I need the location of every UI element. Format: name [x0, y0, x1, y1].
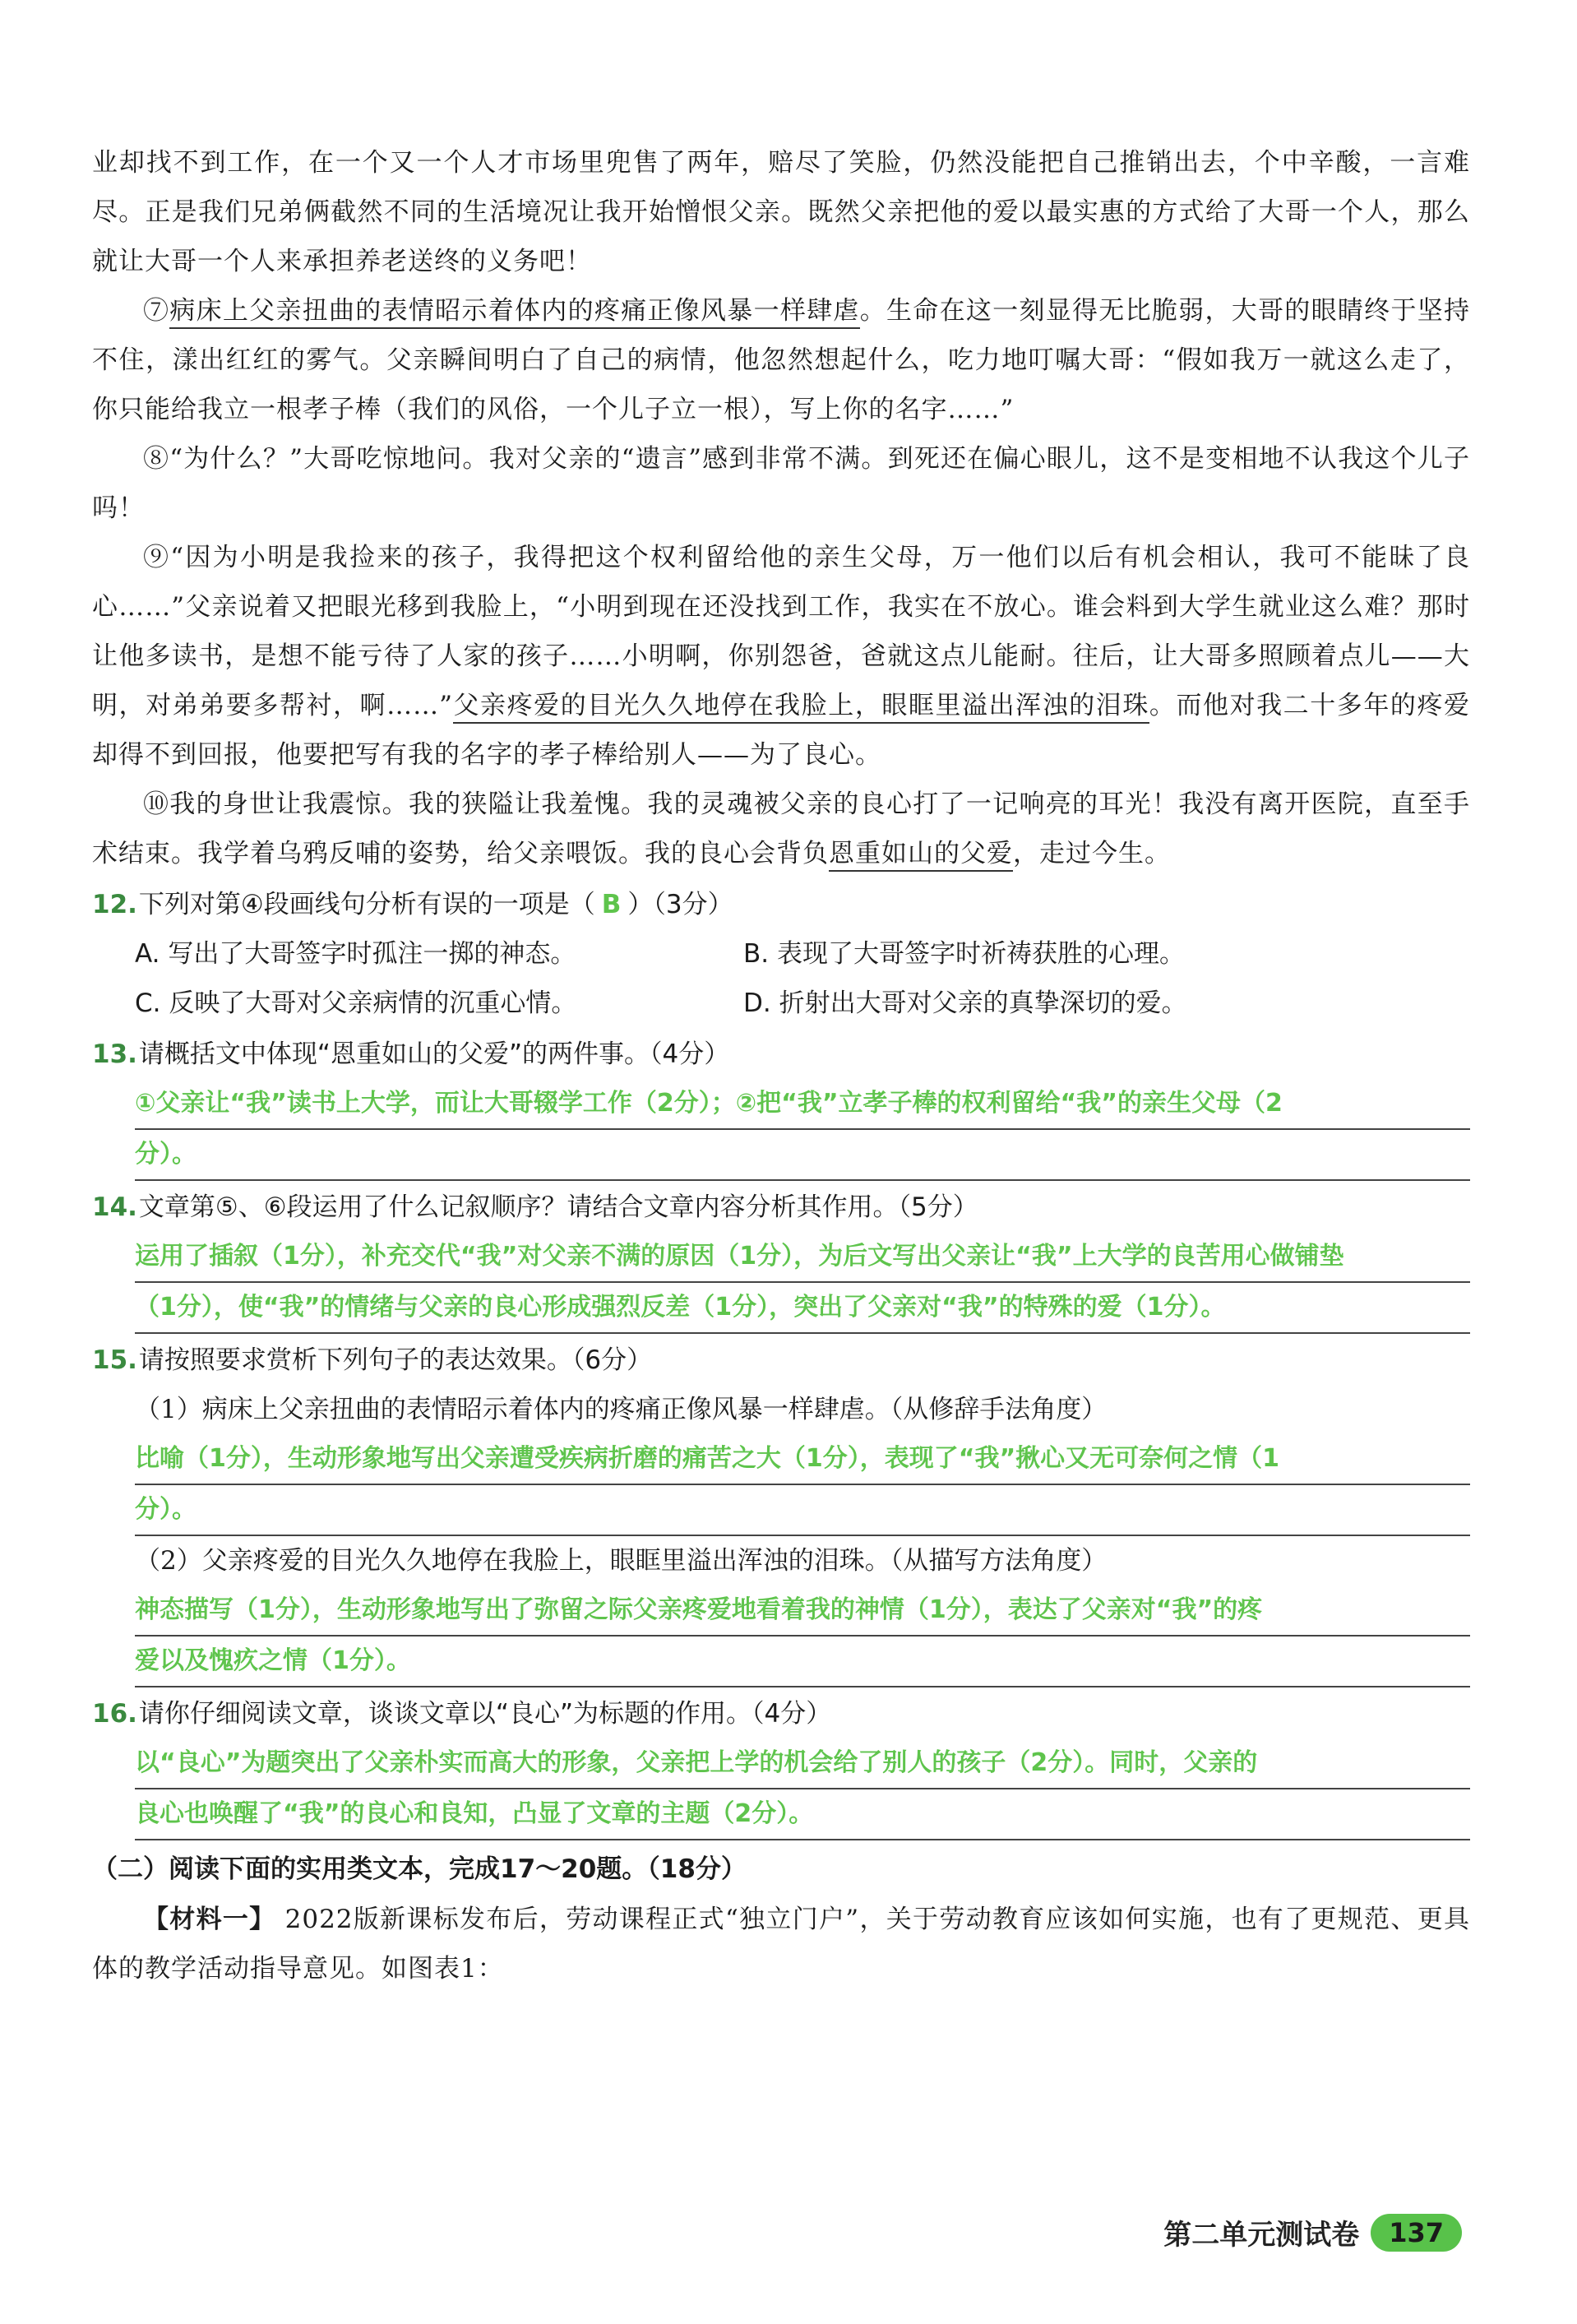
underlined-sentence-7: 病床上父亲扭曲的表情昭示着体内的疼痛正像风暴一样肆虐 — [169, 296, 859, 329]
option-c: C. 反映了大哥对父亲病情的沉重心情。 — [135, 988, 577, 1018]
question-15-sub-2: （2）父亲疼爱的目光久久地停在我脸上，眼眶里溢出浑浊的泪珠。（从描写方法角度） — [135, 1546, 1108, 1576]
passage-paragraph-10: ⑩我的身世让我震惊。我的狭隘让我羞愧。我的灵魂被父亲的良心打了一记响亮的耳光！我没有离开医院，直至手术结束。我学着乌鸦反哺的姿势，给父亲喂饭。我的良心会背负恩重如山的父爱，走过今生。 — [92, 780, 1470, 878]
question-number: 16. — [92, 1699, 137, 1729]
question-12: 12.下列对第④段画线句分析有误的一项是（ B ）（3分） — [92, 890, 733, 919]
underlined-sentence-9: 父亲疼爱的目光久久地停在我脸上，眼眶里溢出浑浊的泪珠 — [453, 691, 1149, 724]
passage-paragraph-8: ⑧“为什么？”大哥吃惊地问。我对父亲的“遗言”感到非常不满。到死还在偏心眼儿，这不是变相地不认我这个儿子吗！ — [92, 444, 1470, 523]
section-heading: （二）阅读下面的实用类文本，完成17～20题。（18分） — [92, 1854, 747, 1884]
question-number: 14. — [92, 1192, 137, 1222]
answer-choice: B — [601, 890, 622, 919]
passage-paragraph-7: ⑦病床上父亲扭曲的表情昭示着体内的疼痛正像风暴一样肆虐。生命在这一刻显得无比脆弱，大哥的眼睛终于坚持不住，漾出红红的雾气。父亲瞬间明白了自己的病情，他忽然想起什么，吃力地叮嘱大哥：“假如我万一就这么走了，你只能给我立一根孝子棒（我们的风俗，一个儿子立一根），写上你的名字……” — [92, 296, 1471, 424]
question-number: 15. — [92, 1345, 137, 1375]
question-13: 13.请概括文中体现“恩重如山的父爱”的两件事。（4分） — [92, 1039, 730, 1069]
material-label: 【材料一】 — [143, 1905, 276, 1934]
question-number: 13. — [92, 1039, 137, 1069]
footer-title: 第二单元测试卷 — [1163, 2219, 1360, 2252]
answer-13: ①父亲让“我”读书上大学，而让大哥辍学工作（2分）；②把“我”立孝子棒的权利留给“我”的亲生父母（2 分）。 — [92, 1079, 1470, 1181]
question-14: 14.文章第⑤、⑥段运用了什么记叙顺序？请结合文章内容分析其作用。（5分） — [92, 1192, 978, 1222]
passage-paragraph-9: ⑨“因为小明是我捡来的孩子，我得把这个权利留给他的亲生父母，万一他们以后有机会相认，我可不能昧了良心……”父亲说着又把眼光移到我脸上，“小明到现在还没找到工作，我实在不放心。谁会料到大学生就业这么难？那时让他多读书，是想不能亏待了人家的孩子……小明啊，你别怨爸，爸就这点儿能耐。往后，让大哥多照顾着点儿——大明，对弟弟要多帮衬，啊……”父亲疼爱的目光久久地停在我脸上，眼眶里溢出浑浊的泪珠。而他对我二十多年的疼爱却得不到回报，他要把写有我的名字的孝子棒给别人——为了良心。 — [92, 543, 1470, 770]
passage-paragraph-continued: 业却找不到工作，在一个又一个人才市场里兜售了两年，赔尽了笑脸，仍然没能把自己推销出去，个中辛酸，一言难尽。正是我们兄弟俩截然不同的生活境况让我开始憎恨父亲。既然父亲把他的爱以最实惠的方式给了大哥一个人，那么就让大哥一个人来承担养老送终的义务吧！ — [92, 148, 1470, 276]
question-16: 16.请你仔细阅读文章，谈谈文章以“良心”为标题的作用。（4分） — [92, 1699, 832, 1729]
option-b: B. 表现了大哥签字时祈祷获胜的心理。 — [743, 939, 1185, 969]
answer-14: 运用了插叙（1分），补充交代“我”对父亲不满的原因（1分），为后文写出父亲让“我”上大学的良苦用心做铺垫 （1分），使“我”的情绪与父亲的良心形成强烈反差（1分），突出了父亲对“我”的特殊的爱（1分）。 — [92, 1232, 1470, 1334]
answer-15-2: 神态描写（1分），生动形象地写出了弥留之际父亲疼爱地看着我的神情（1分），表达了父亲对“我”的疼 爱以及愧疚之情（1分）。 — [92, 1586, 1470, 1687]
answer-16: 以“良心”为题突出了父亲朴实而高大的形象，父亲把上学的机会给了别人的孩子（2分）。同时，父亲的 良心也唤醒了“我”的良心和良知，凸显了文章的主题（2分）。 — [92, 1738, 1470, 1840]
answer-15-1: 比喻（1分），生动形象地写出父亲遭受疾病折磨的痛苦之大（1分），表现了“我”揪心又无可奈何之情（1 分）。 — [92, 1434, 1470, 1536]
underlined-phrase-10: 恩重如山的父爱 — [829, 839, 1013, 872]
page-number-badge: 137 — [1371, 2214, 1462, 2252]
page-footer — [1163, 2212, 1462, 2252]
question-number: 12. — [92, 890, 137, 919]
option-a: A. 写出了大哥签字时孤注一掷的神态。 — [135, 939, 576, 969]
question-15-sub-1: （1）病床上父亲扭曲的表情昭示着体内的疼痛正像风暴一样肆虐。（从修辞手法角度） — [135, 1395, 1108, 1424]
question-12-options — [92, 929, 1470, 1028]
option-d: D. 折射出大哥对父亲的真挚深切的爱。 — [743, 988, 1187, 1018]
question-15: 15.请按照要求赏析下列句子的表达效果。（6分） — [92, 1345, 653, 1375]
material-one-paragraph: 【材料一】 2022版新课标发布后，劳动课程正式“独立门户”，关于劳动教育应该如何实施，也有了更规范、更具体的教学活动指导意见。如图表1： — [92, 1905, 1470, 1984]
page-content — [92, 138, 1470, 1993]
